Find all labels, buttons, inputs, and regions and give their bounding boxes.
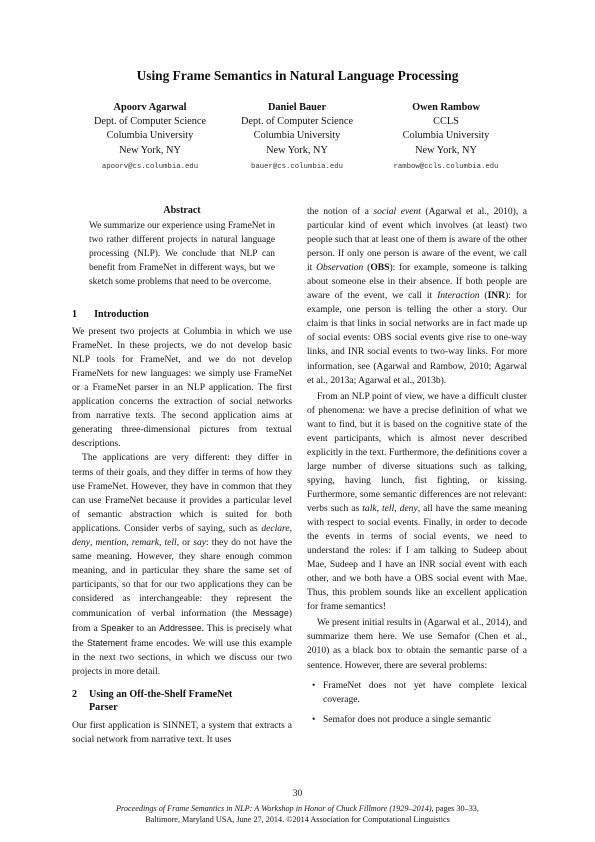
paragraph: The applications are very different: they differ in terms of their goals, and they differ in terms of how they use FrameNet. However, they have in common that they can use FrameNet because it provides a particular level of semantic abstraction which is suited for both applications. Consider verbs of saying, such as declare, deny, mention, remark, tell, or say: they do not have the same meaning. However, they share enough common meaning, and in particular they share the same set of participants, so that for our two applications they can be considered as interchangeable: they represent the communication of verbal information (the Message) from a Speaker to an Addressee. This is precisely what the Statement frame encodes. We will use this example in the next two sections, in which we discuss our two projects in more detail. bbox=[72, 452, 292, 678]
paragraph: the notion of a social event (Agarwal et al., 2010), a particular kind of event which involves (at least) two people such that at least one of them is aware of the other person. If only one person is aware of the event, we call it Observation (OBS): for example, someone is talking about someone else in their absence. If both people are aware of the event, we call it Interaction (INR): for example, one person is telling the other a story. Our claim is that links in social networks are in fact made up of social events: OBS social events give rise to one-way links, and INR social events to two-way links. For more information, see (Agarwal and Rambow, 2010; Agarwal et al., 2013a; Agarwal et al., 2013b). bbox=[307, 206, 527, 386]
paragraph: We present initial results in (Agarwal et al., 2014), and summarize them here. We use Semafor (Chen et al., 2010) as a black box to obtain the semantic parse of a sentence. However, there are several problems: bbox=[307, 617, 527, 671]
bullet-icon: • bbox=[312, 713, 316, 725]
paragraph: Our first application is SINNET, a system that extracts a social network from narrative text. It uses bbox=[72, 720, 292, 746]
footer-line-1 bbox=[0, 803, 595, 814]
author-university: Columbia University bbox=[402, 130, 490, 142]
list-item: • FrameNet does not yet have complete lexical coverage. bbox=[312, 679, 527, 705]
footer-pages: , pages 30–33, bbox=[431, 804, 479, 813]
author-location: New York, NY bbox=[415, 144, 477, 156]
footer-venue: Proceedings of Frame Semantics in NLP: A Workshop in Honor of Chuck Fillmore (1929–2014) bbox=[116, 804, 432, 813]
author-email[interactable]: rambow@ccls.columbia.edu bbox=[393, 162, 499, 171]
author-university: Columbia University bbox=[253, 130, 341, 142]
author-block bbox=[361, 101, 531, 174]
author-name: Daniel Bauer bbox=[267, 102, 327, 113]
section-title: Introduction bbox=[94, 309, 149, 320]
section-title-cont: Parser bbox=[89, 702, 118, 714]
author-dept: CCLS bbox=[433, 116, 459, 128]
abstract-heading: Abstract bbox=[163, 205, 201, 216]
list-item: • Semafor does not produce a single semantic bbox=[307, 713, 527, 727]
paragraph: From an NLP point of view, we have a difficult cluster of phenomena: we have a precise definition of what we want to find, but it is based on the cognitive state of the event participants, which is almost never described explicitly in the text. Furthermore, the definitions cover a large number of diverse situations such as talking, spying, having lunch, fist fighting, or kissing. Furthermore, some semantic differences are not relevant: verbs such as talk, tell, deny, all have the same meaning with respect to social events. Finally, in order to decode the events in terms of social events, we need to understand the roles: if I am talking to Sudeep about Mae, Sudeep and I have an INR social event with each other, and we both have a OBS social event with Mae. Thus, this problem sounds like an excellent application for frame semantics! bbox=[307, 390, 528, 613]
section-number: 1 bbox=[72, 309, 78, 320]
author-name: Owen Rambow bbox=[412, 102, 480, 113]
left-column bbox=[72, 308, 292, 747]
author-location: New York, NY bbox=[119, 144, 181, 156]
right-column bbox=[307, 205, 527, 727]
paragraph: We present two projects at Columbia in which we use FrameNet. In these projects, we do not develop basic NLP tools for FrameNet, and we do not develop FrameNets for new languages: we simply use FrameNet or a FrameNet parser in an NLP application. The first application concerns the extraction of social networks from narrative texts. The second application aims at generating three-dimensional pictures from textual descriptions. bbox=[72, 326, 292, 450]
author-email[interactable]: bauer@cs.columbia.edu bbox=[251, 162, 343, 171]
section-number: 2 bbox=[72, 689, 78, 701]
author-email[interactable]: apoorv@cs.columbia.edu bbox=[101, 162, 199, 171]
page-number: 30 bbox=[292, 789, 303, 799]
section-heading bbox=[72, 688, 292, 714]
author-location: New York, NY bbox=[266, 144, 328, 156]
author-dept: Dept. of Computer Science bbox=[93, 116, 207, 128]
author-name: Apoorv Agarwal bbox=[113, 102, 187, 113]
bullet-icon: • bbox=[312, 679, 316, 691]
section-title: Using an Off-the-Shelf FrameNet bbox=[89, 689, 233, 701]
author-university: Columbia University bbox=[106, 130, 194, 142]
paper-title: Using Frame Semantics in Natural Language Processing bbox=[136, 68, 459, 83]
section-heading bbox=[72, 308, 292, 322]
bullet-list bbox=[307, 679, 527, 727]
abstract-heading-wrap bbox=[72, 205, 292, 216]
abstract-text: We summarize our experience using FrameNet in two rather different projects in natural language processing (NLP). We conclude that NLP can benefit from FrameNet in different ways, but we sketch some problems that need to be overcome. bbox=[89, 221, 275, 287]
author-dept: Dept. of Computer Science bbox=[240, 116, 354, 128]
footer-line-2: Baltimore, Maryland USA, June 27, 2014. ©2014 Association for Computational Linguistics bbox=[145, 815, 450, 824]
footer bbox=[0, 803, 595, 825]
author-block bbox=[212, 101, 382, 174]
author-block bbox=[65, 101, 235, 174]
